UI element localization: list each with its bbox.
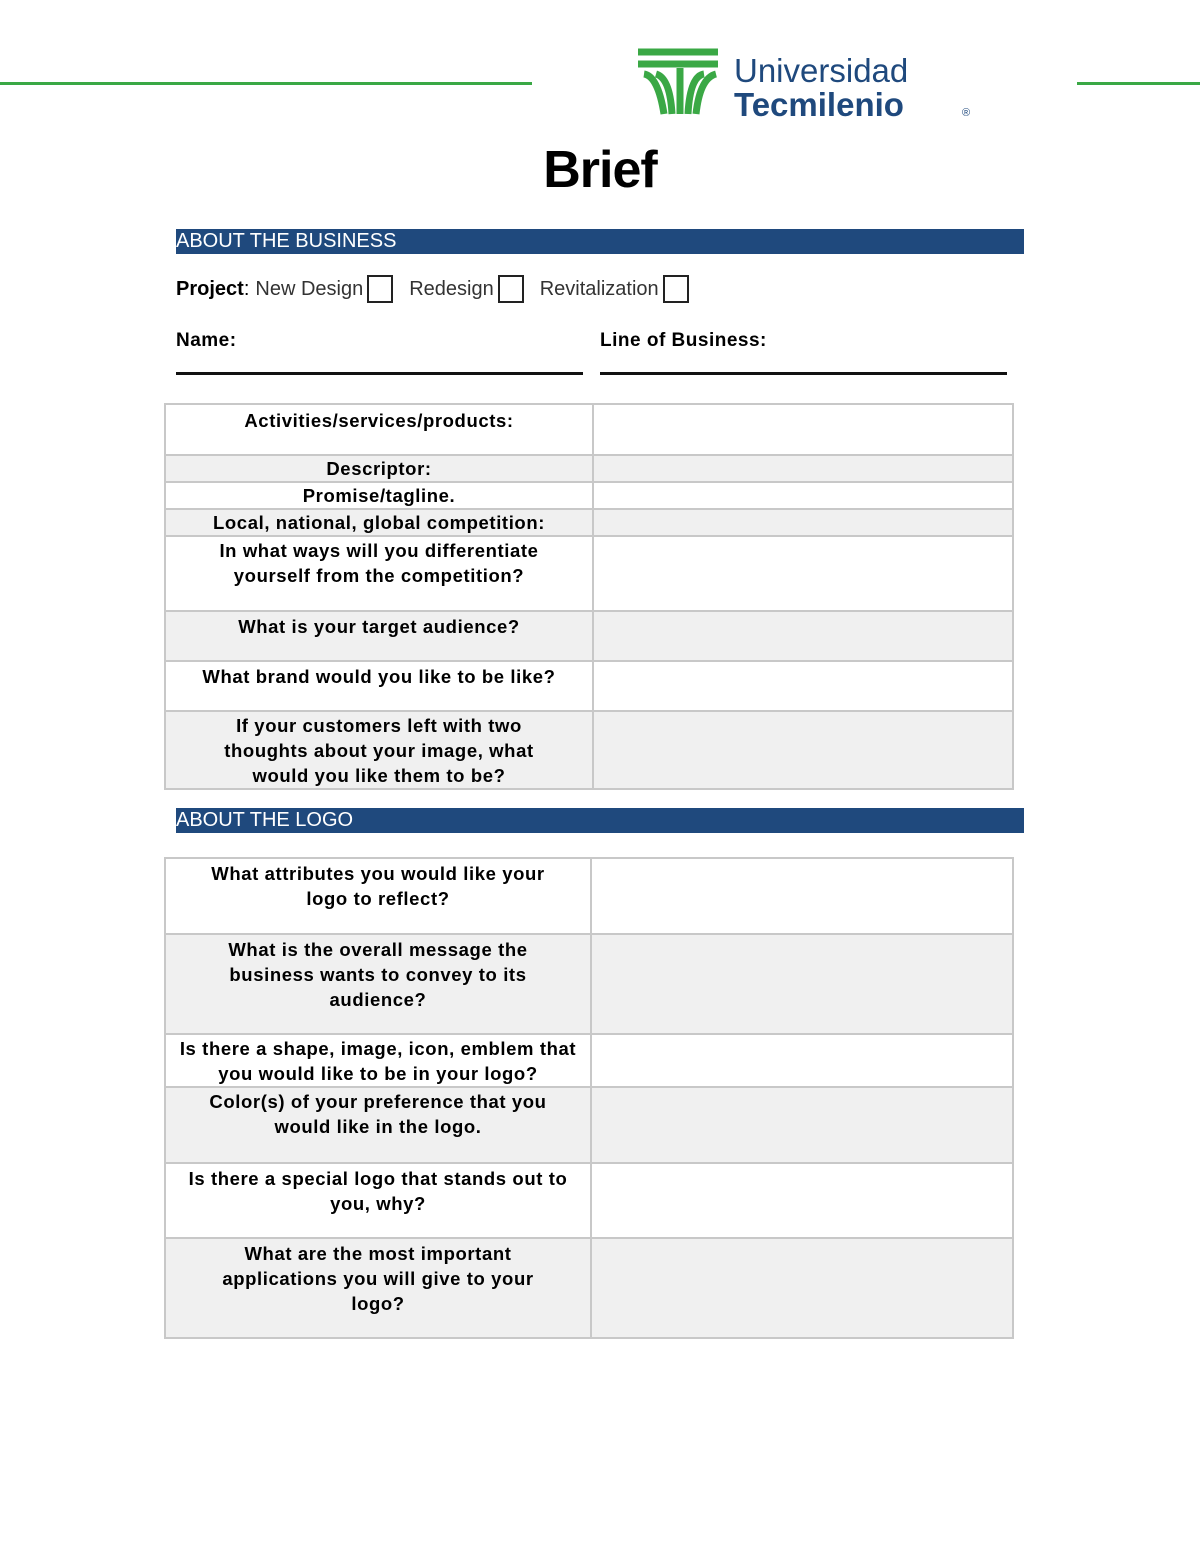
question-cell: What attributes you would like your logo to reflect?	[165, 858, 591, 934]
answer-cell[interactable]	[591, 1238, 1013, 1338]
logo-registered-mark: ®	[962, 107, 971, 119]
project-colon: :	[243, 277, 250, 300]
question-cell: Promise/tagline.	[165, 482, 593, 509]
table-row	[165, 1087, 1013, 1163]
question-cell: What are the most important applications you will give to your logo?	[165, 1238, 591, 1338]
project-label: Project	[176, 277, 244, 300]
option-new-design-label: New Design	[255, 277, 364, 300]
answer-cell[interactable]	[591, 934, 1013, 1034]
question-cell: What brand would you like to be like?	[165, 661, 593, 711]
question-cell: Local, national, global competition:	[165, 509, 593, 536]
header-line-left	[0, 82, 532, 85]
answer-cell[interactable]	[593, 611, 1013, 661]
answer-cell[interactable]	[593, 404, 1013, 455]
answer-cell[interactable]	[593, 661, 1013, 711]
answer-cell[interactable]	[591, 1163, 1013, 1238]
table-row	[165, 455, 1013, 482]
answer-cell[interactable]	[593, 509, 1013, 536]
table-row	[165, 482, 1013, 509]
redesign-checkbox[interactable]	[498, 275, 524, 303]
logo-line2: Tecmilenio	[734, 86, 904, 123]
question-cell: Color(s) of your preference that you would like in the logo.	[165, 1087, 591, 1163]
table-row	[165, 711, 1013, 789]
name-label: Name:	[176, 330, 237, 351]
question-cell: Descriptor:	[165, 455, 593, 482]
question-cell: Is there a shape, image, icon, emblem that you would like to be in your logo?	[165, 1034, 591, 1087]
question-cell: If your customers left with two thoughts about your image, what would you like them to be?	[165, 711, 593, 789]
arches-icon	[634, 44, 979, 124]
option-redesign-label: Redesign	[409, 277, 494, 300]
table-row	[165, 536, 1013, 611]
answer-cell[interactable]	[591, 858, 1013, 934]
table-row	[165, 1034, 1013, 1087]
question-cell: In what ways will you differentiate yourself from the competition?	[165, 536, 593, 611]
logo-questions-table	[164, 857, 1014, 1339]
question-cell: What is the overall message the business wants to convey to its audience?	[165, 934, 591, 1034]
line-of-business-label: Line of Business:	[600, 330, 767, 351]
answer-cell[interactable]	[593, 482, 1013, 509]
page-title: Brief	[543, 141, 657, 199]
table-row	[165, 1163, 1013, 1238]
answer-cell[interactable]	[593, 711, 1013, 789]
project-options	[176, 272, 689, 306]
line-of-business-field[interactable]	[600, 372, 1007, 375]
answer-cell[interactable]	[593, 455, 1013, 482]
university-logo	[634, 44, 979, 124]
table-row	[165, 1238, 1013, 1338]
question-cell: What is your target audience?	[165, 611, 593, 661]
new-design-checkbox[interactable]	[367, 275, 393, 303]
question-cell: Activities/services/products:	[165, 404, 593, 455]
table-row	[165, 611, 1013, 661]
section-header-logo: ABOUT THE LOGO	[176, 808, 1024, 833]
business-questions-table	[164, 403, 1014, 790]
question-cell: Is there a special logo that stands out to you, why?	[165, 1163, 591, 1238]
table-row	[165, 509, 1013, 536]
name-field[interactable]	[176, 372, 583, 375]
table-row	[165, 404, 1013, 455]
table-row	[165, 661, 1013, 711]
logo-line1: Universidad	[734, 52, 909, 89]
revitalization-checkbox[interactable]	[663, 275, 689, 303]
table-row	[165, 858, 1013, 934]
answer-cell[interactable]	[593, 536, 1013, 611]
option-revitalization-label: Revitalization	[539, 277, 659, 300]
answer-cell[interactable]	[591, 1034, 1013, 1087]
table-row	[165, 934, 1013, 1034]
header-line-right	[1077, 82, 1200, 85]
answer-cell[interactable]	[591, 1087, 1013, 1163]
section-header-business: ABOUT THE BUSINESS	[176, 229, 1024, 254]
